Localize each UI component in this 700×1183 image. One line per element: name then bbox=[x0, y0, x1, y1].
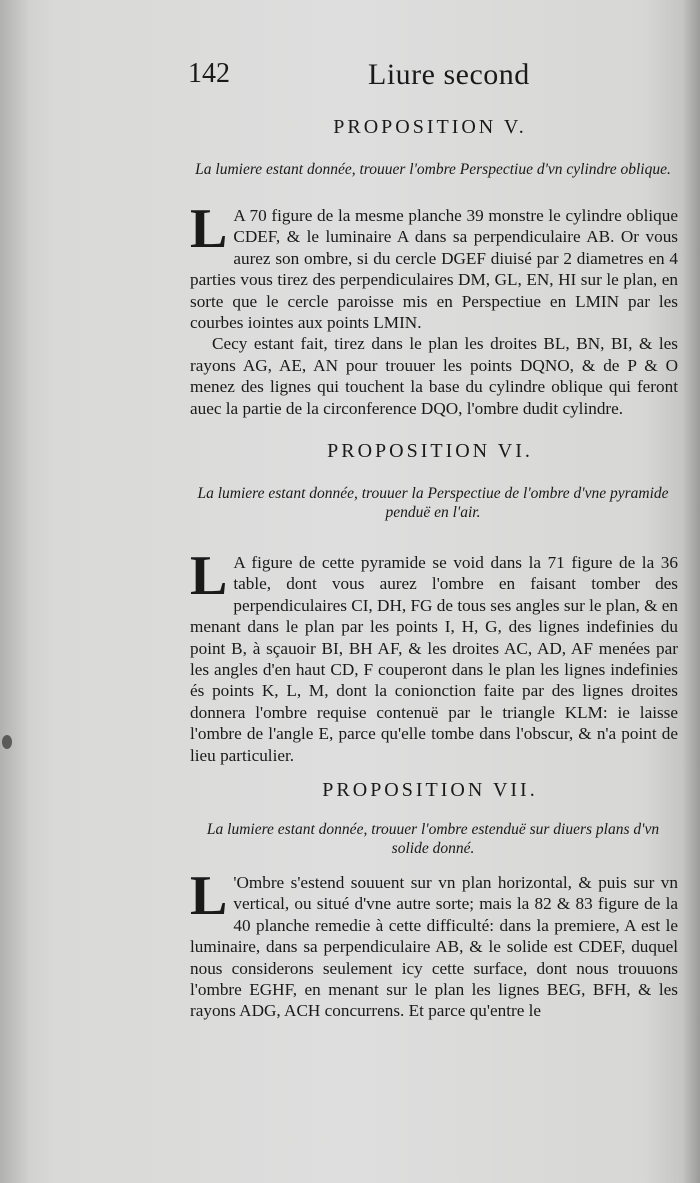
proposition-heading: PROPOSITION VII. bbox=[322, 779, 538, 801]
page-header bbox=[188, 58, 688, 98]
proposition-body bbox=[190, 865, 678, 1022]
paragraph bbox=[190, 545, 678, 766]
page-number: 142 bbox=[188, 58, 230, 89]
proposition-heading: PROPOSITION V. bbox=[333, 116, 527, 138]
proposition-body bbox=[190, 545, 678, 766]
running-title: Liure second bbox=[368, 58, 530, 91]
paragraph bbox=[190, 198, 678, 333]
paragraph-text: A 70 figure de la mesme planche 39 monstre le cylindre oblique CDEF, & le luminaire A dans sa perpendiculaire AB. Or vous aurez son ombre, si du cercle DGEF diuisé par 2 diametres en 4 parties vous tirez des perpendiculaires DM, GL, EN, HI sur le plan, en sorte que le cercle paroisse mis en Perspectiue en LMIN par les courbes iointes aux points LMIN. bbox=[190, 206, 678, 333]
proposition-subtitle: La lumiere estant donnée, trouuer l'ombre estenduë sur diuers plans d'vn solide donné. bbox=[206, 821, 660, 857]
proposition-heading: PROPOSITION VI. bbox=[327, 440, 533, 462]
drop-cap: L bbox=[190, 198, 228, 260]
proposition-subtitle: La lumiere estant donnée, trouuer la Perspectiue de l'ombre d'vne pyramide penduë en l'air. bbox=[197, 485, 669, 521]
gutter-shadow bbox=[0, 0, 30, 1183]
drop-cap: L bbox=[190, 545, 228, 607]
paragraph-text: A figure de cette pyramide se void dans la 71 figure de la 36 table, dont vous aurez l'ombre en faisant tomber des perpendiculaires CI, DH, FG de tous ses angles sur le plan, & en menant dans le plan par les points I, H, G, des lignes indefinies du point B, à sçauoir BI, BH AF, & les droites AC, AD, AF menées par les angles d'en haut CD, F couperont dans le plan les lignes indefinies és points K, L, M, dont la conionction faite par des lignes droites donnera l'ombre requise contenuë par le triangle KLM: ie laisse l'ombre de l'angle E, parce qu'elle tombe dans l'obscur, & n'a point de lieu particulier. bbox=[190, 553, 678, 765]
page-edge-shadow bbox=[682, 0, 700, 1183]
paragraph-text: 'Ombre s'estend souuent sur vn plan horizontal, & puis sur vn vertical, ou situé d'vne autre sorte; mais la 82 & 83 figure de la 40 planche remedie à cette difficulté: dans la premiere, A est le luminaire, dans sa perpendiculaire AB, & le solide est CDEF, duquel nous considerons seulement icy cette surface, dont nous trouuons l'ombre EGHF, en menant sur le plan les lignes BEG, BFH, & les rayons ADG, ACH concurrens. Et parce qu'entre le bbox=[190, 873, 678, 1021]
paragraph: Cecy estant fait, tirez dans le plan les droites BL, BN, BI, & les rayons AG, AE, AN pour trouuer les points DQNO, & de P & O menez des lignes qui touchent la base du cylindre oblique qui feront auec la partie de la circonference DQO, l'ombre dudit cylindre. bbox=[190, 334, 678, 418]
proposition-subtitle: La lumiere estant donnée, trouuer l'ombre Perspectiue d'vn cylindre oblique. bbox=[195, 161, 671, 178]
drop-cap: L bbox=[190, 865, 228, 927]
ink-blot bbox=[2, 735, 12, 749]
paragraph bbox=[190, 865, 678, 1022]
proposition-body bbox=[190, 198, 678, 419]
